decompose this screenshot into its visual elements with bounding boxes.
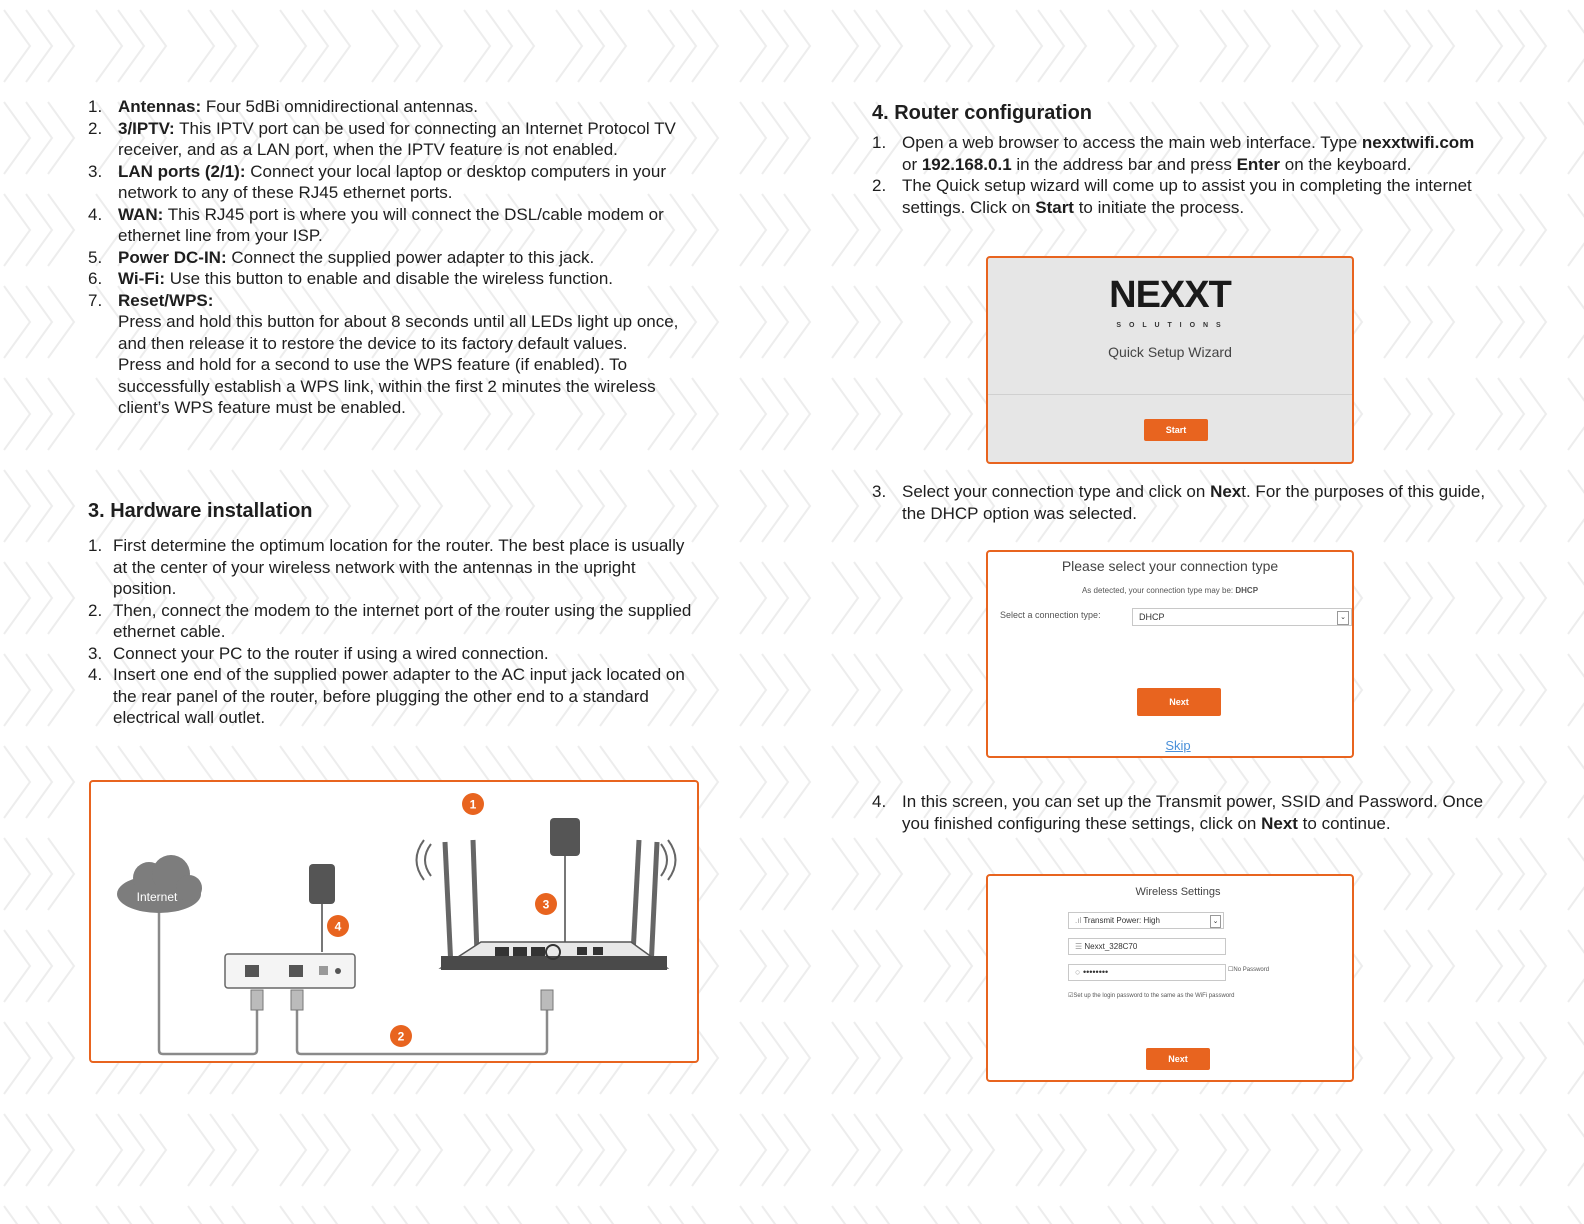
list-item: 3. Connect your PC to the router if using a wired connection. [88,643,549,663]
cloud-label: Internet [136,890,178,904]
password-input[interactable]: ○ •••••••• [1068,964,1226,981]
svg-text:2: 2 [397,1029,405,1044]
svg-text:4: 4 [334,919,342,934]
internet-cloud-icon [117,855,202,913]
list-item: 1. First determine the optimum location for the router. The best place is usually at the center of your wireless network with the antennas in the upright position. [88,536,685,598]
connection-type-screenshot [986,550,1354,758]
list-item: 6. Wi-Fi: Use this button to enable and disable the wireless function. [88,269,614,288]
list-item: 2. 3/IPTV: This IPTV port can be used for connecting an Internet Protocol TV receiver, and as a LAN port, when the IPTV feature is not enabled. [88,118,676,159]
chevron-down-icon: ⌄ [1337,611,1349,625]
wifi-icon: ☰ [1075,942,1085,951]
list-item: 4. In this screen, you can set up the Transmit power, SSID and Password. Once you finished configuring these settings, click on Next to continue. [872,792,1484,833]
modem-icon [225,954,355,988]
step-4 [872,791,1492,834]
list-item: 3. LAN ports (2/1): Connect your local laptop or desktop computers in your network to any of these RJ45 ethernet ports. [88,161,667,202]
lock-icon: ○ [1075,967,1083,977]
step-3 [872,481,1492,524]
wireless-title: Wireless Settings [1135,886,1221,898]
quick-setup-wizard-screenshot [986,256,1354,464]
divider [988,394,1352,395]
login-password-checkbox[interactable]: ☑Set up the login password to the same as the WiFi password [1068,993,1235,999]
connection-type-select[interactable]: DHCP ⌄ [1132,608,1352,626]
wireless-settings-screenshot [986,874,1354,1082]
skip-link[interactable]: Skip [1165,738,1191,753]
badge-1 [462,793,484,815]
list-item: 7. Reset/WPS: Press and hold this button for about 8 seconds until all LEDs light up once, and then release it to restore the device to its factory default values. Press and hold for a second to use the WPS feature (if enabled). To successfully establish a WPS link, within the first 2 minutes the wireless client’s WPS feature must be enabled. [88,290,703,419]
logo-subtitle: S O L U T I O N S [1116,322,1224,329]
svg-text:3: 3 [542,897,550,912]
nexxt-logo: NEXXT [1109,274,1231,316]
badge-3 [535,893,557,915]
show-password-checkbox[interactable]: ☐No Password [1228,967,1270,973]
router-configuration-section [872,100,1492,218]
svg-text:1: 1 [469,797,477,812]
list-item: 1. Antennas: Four 5dBi omnidirectional antennas. [88,97,479,116]
reset-paragraph-2: Press and hold for a second to use the WPS feature (if enabled). To successfully establish a WPS link, within the first 2 minutes the wireless client’s WPS feature must be enabled. [118,355,656,417]
list-item: 1. Open a web browser to access the main web interface. Type nexxtwifi.com or 192.168.0.1 in the address bar and press Enter on the keyboard. [872,133,1475,174]
chevron-down-icon: ⌄ [1210,915,1221,928]
next-button[interactable]: Next [1146,1048,1210,1070]
signal-icon: .ıl [1075,916,1084,925]
list-item: 4. WAN: This RJ45 port is where you will connect the DSL/cable modem or ethernet line from your ISP. [88,204,664,245]
reset-paragraph-1: Press and hold this button for about 8 seconds until all LEDs light up once, and then release it to restore the device to its factory default values. [118,312,679,353]
list-item: 4. Insert one end of the supplied power adapter to the AC input jack located on the rear panel of the router, before plugging the other end to a standard electrical wall outlet. [88,665,685,727]
hardware-installation-title: 3. Hardware installation [88,500,313,522]
hardware-diagram [89,780,699,1063]
badge-4 [327,915,349,937]
badge-2 [390,1025,412,1047]
start-button[interactable]: Start [1144,419,1208,441]
ssid-input[interactable]: ☰ Nexxt_328C70 [1068,938,1226,955]
hardware-diagram-illustration [91,782,697,1061]
list-item: 2. Then, connect the modem to the internet port of the router using the supplied ethernet cable. [88,600,692,641]
next-button[interactable]: Next [1137,688,1221,716]
detected-line: As detected, your connection type may be: DHCP [1081,586,1259,595]
wizard-title: Quick Setup Wizard [1108,344,1232,360]
select-label: Select a connection type: [1000,610,1101,620]
hardware-steps [88,535,703,729]
connection-title: Please select your connection type [1061,558,1279,574]
list-item: 5. Power DC-IN: Connect the supplied power adapter to this jack. [88,247,595,267]
list-item: 3. Select your connection type and click on Next. For the purposes of this guide, the DHCP option was selected. [872,482,1486,523]
list-item: 2. The Quick setup wizard will come up to assist you in completing the internet settings. Click on Start to initiate the process. [872,176,1472,217]
component-list [88,96,703,419]
router-configuration-title: 4. Router configuration [872,102,1092,124]
transmit-power-select[interactable]: .ıl Transmit Power: High ⌄ [1068,912,1224,929]
